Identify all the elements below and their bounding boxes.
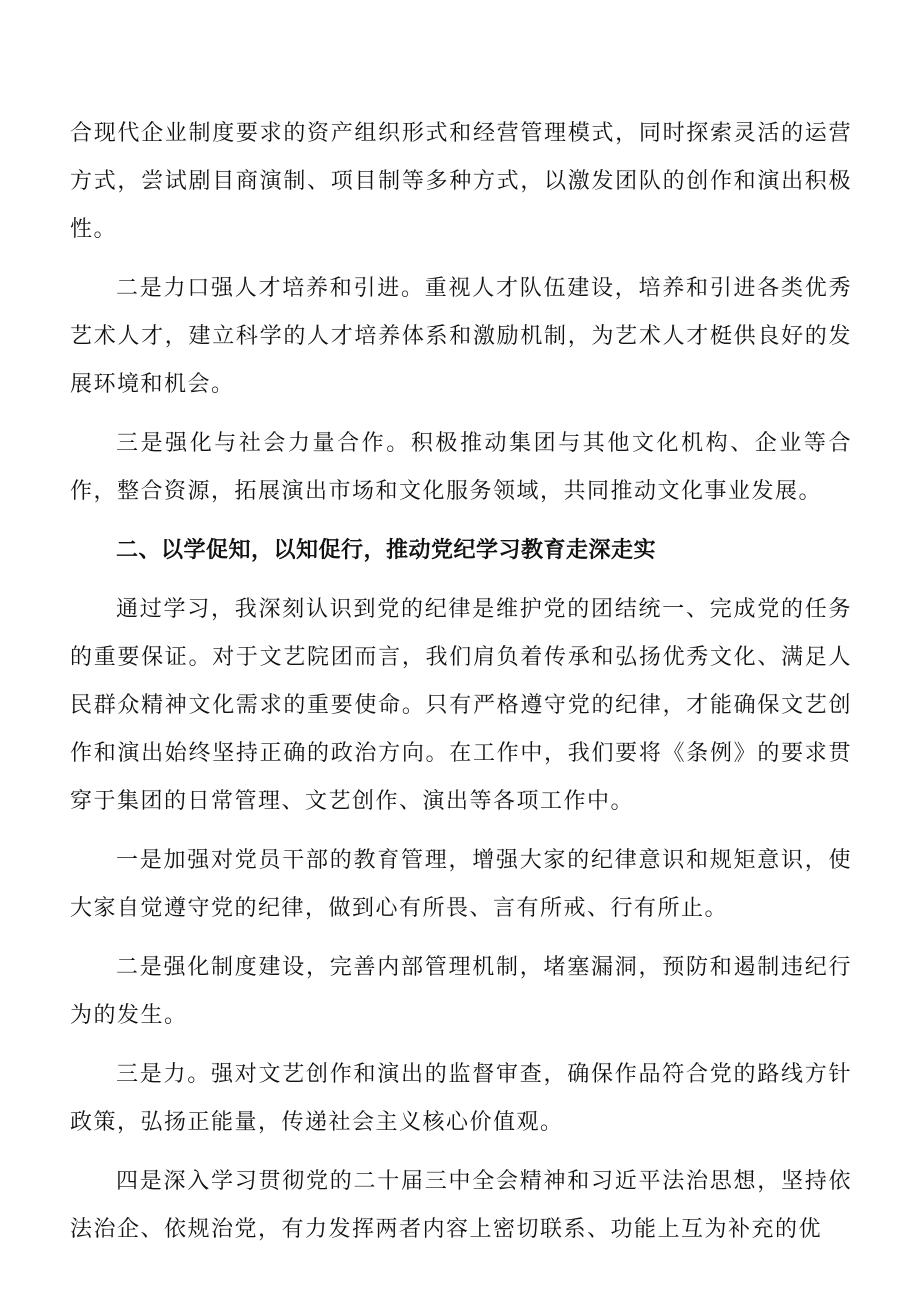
paragraph-point-two: 二是强化制度建设，完善内部管理机制，堵塞漏洞，预防和遏制违纪行为的发生。 bbox=[70, 955, 852, 1028]
paragraph-talent: 二是力口强人才培养和引进。重视人才队伍建设，培养和引进各类优秀艺术人才，建立科学的人才培养体系和激励机制，为艺术人才梃供良好的发展环境和机会。 bbox=[70, 276, 852, 397]
paragraph-point-four: 四是深入学习贯彻党的二十届三中全会精神和习近平法治思想，坚持依法治企、依规治党，有力发挥两者内容上密切联系、功能上互为补充的优 bbox=[70, 1169, 852, 1242]
paragraph-continuation: 合现代企业制度要求的资产组织形式和经营管理模式，同时探索灵活的运营方式，尝试剧目商演制、项目制等多种方式，以激发团队的创作和演出积极性。 bbox=[70, 121, 852, 242]
document-body bbox=[70, 110, 852, 1254]
paragraph-point-three: 三是力。强对文艺创作和演出的监督审查，确保作品符合党的路线方针政策，弘扬正能量，传递社会主义核心价值观。 bbox=[70, 1062, 852, 1135]
paragraph-cooperation: 三是强化与社会力量合作。积极推动集团与其他文化机构、企业等合作，整合资源，拓展演出市场和文化服务领域，共同推动文化事业发展。 bbox=[70, 431, 852, 504]
section-heading: 二、以学促知，以知促行，推动党纪学习教育走深走实 bbox=[116, 538, 657, 563]
paragraph-point-one: 一是加强对党员干部的教育管理，增强大家的纪律意识和规矩意识，使大家自觉遵守党的纪律，做到心有所畏、言有所戒、行有所止。 bbox=[70, 848, 852, 921]
paragraph-discipline-intro: 通过学习，我深刻认识到党的纪律是维护党的团结统一、完成党的任务的重要保证。对于文艺院团而言，我们肩负着传承和弘扬优秀文化、满足人民群众精神文化需求的重要使命。只有严格遵守党的纪律，才能确保文艺创作和演出始终坚持正确的政治方向。在工作中，我们要将《条例》的要求贯穿于集团的日常管理、文艺创作、演出等各项工作中。 bbox=[70, 597, 852, 814]
